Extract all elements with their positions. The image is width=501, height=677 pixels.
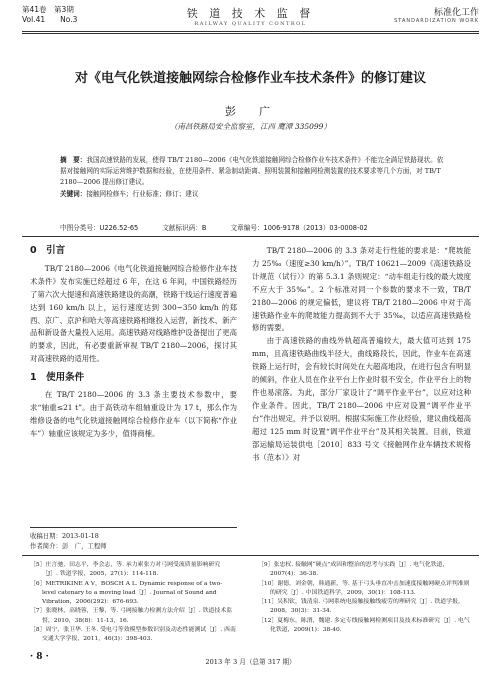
reference-item: ［10］谢德，刘金朝，韩通新，等. 基于弓头垂直冲击加速度接触网硬点评判准则的研究［J］. 中国铁道科学，2009，30(1)：108-113.: [258, 580, 470, 596]
keywords: [60, 189, 445, 200]
info-rule: [30, 527, 237, 528]
header-rule-thin: [22, 33, 479, 34]
abstract-label: 摘 要：: [60, 156, 87, 164]
page-number: · 8 ·: [30, 652, 49, 662]
journal-title-en: RAILWAY QUALITY CONTROL: [194, 21, 307, 27]
author-affiliation: （南昌铁路局安全监察室，江西 鹰潭 335099）: [170, 122, 331, 131]
references-left: [30, 561, 236, 645]
intro-paragraph: TB/T 2180—2006《电气化铁道接触网综合检修作业车技术条件》发布实施已经超过 6 年，在这 6 年间，中国铁路经历了第六次大提速和高速铁路建设的高潮，铁路干线运行速度普遍达到 160 km/h 以上，运行速度达到 300~350 km/h 的郑西、京广、京沪和哈大等高速铁路相继投入运营，新技术、新产品和新设备大量投入运用。高速铁路对线路维护设备提出了更高的要求，因此，有必要重新审视 TB/T 2180—2006，探讨其对高速铁路的适用性。: [30, 263, 237, 364]
references-rule: [22, 555, 479, 556]
author-bio: 作者简介：彭 广，工程师: [30, 542, 107, 550]
keywords-label: 关键词：: [60, 189, 87, 198]
references-right: [258, 561, 471, 635]
section-heading-0: 0 引言: [30, 245, 66, 256]
reference-item: ［8］周宁，张卫华. 王冬. 受电弓等效模型参数识别及动态性能测试［J］. 西南交通大学学报，2011，46(3)：398-403.: [30, 627, 236, 643]
received-date: 收稿日期：2013-01-18: [30, 532, 99, 540]
article-number: 文章编号：1006-9178（2013）03-0008-02: [230, 224, 368, 232]
journal-title: 铁 道 技 术 监 督: [186, 7, 315, 20]
volume-line: 第41卷 第3期: [22, 5, 74, 14]
abstract-text: 我国高速铁路的发展，使得 TB/T 2180—2006《电气化铁道接触网综合检修作业车技术条件》不能完全满足铁路现状。依据对接触网的实际运营维护数据和经验，在使用条件、紧急制动距离、照明装置和接触网检测装置的技术要求等几个方面，对 TB/T 2180—2006 提出修订建议。: [60, 156, 444, 187]
superelevation-paragraph: 由于高速铁路的曲线外轨超高普遍较大，最大值可达到 175 mm，且高速铁路曲线半径大，曲线路段长，因此，作业车在高速铁路上运行时，会有较长时间处在大超高地段，在进行包含有明显的倾斜，作业人员在作业平台上作业时很不安全，作业平台上的物件也易滚落。为此，部分厂家设计了“调平作业平台”，以应对这种作业条件。因此，TB/T 2180—2006 中应对设置“调平作业平台”作出规定，并予以说明。根据实际施工作业经验，建议曲线超高超过 125 mm 时设置“调平作业平台”及其相关装置。目前，铁道部运输局运装供电［2010］833 号文《接触网作业车辆技术规格书（范本）》对: [252, 336, 471, 462]
document-code: 文献标识码：B: [162, 224, 207, 232]
reference-item: ［6］METRIKINE A V，BOSCH A L. Dynamic response of a two-level catenary to a moving load［J］. Journal of Sound and Vibration，2006(292)：676-693.: [30, 580, 223, 606]
reference-item: ［9］张忠权. 接触网“硬点”成因和整治的思考与实践［J］. 电气化铁道，2007(4)：36-38.: [258, 562, 449, 578]
clc-number: 中图分类号：U226.52-65: [60, 224, 139, 232]
section-1-paragraph: 在 TB/T 2180—2006 的 3.3 条主要技术参数中，要求“轴重≤21 t”。由于高铁动车组轴重设计为 17 t，那么作为维修设备的电气化铁道接触网综合检修作业车（以下简称“作业车”）轴重应该规定为多少，值得商榷。: [30, 390, 237, 438]
keywords-text: 接触网检修车；行业标准；修订；建议: [86, 189, 199, 198]
reference-item: ［11］吴积钦，钱清泉. 弓网系统电接触接触线疲劳的理研究［J］. 铁道学报，2008，30(3)：31-34.: [258, 599, 464, 615]
left-column: [30, 245, 237, 441]
article-info: [30, 531, 107, 551]
reference-item: ［7］张晓林，高晓蓉，王黎，等. 弓网接触力检测方法介绍［J］. 铁道技术监督，2010，38(8)：11-13，16.: [30, 608, 233, 624]
header-rule: [22, 31, 479, 32]
author-name: 彭 广: [225, 105, 276, 118]
classification-line: [60, 222, 445, 232]
issue-date: 2013 年 3 月（总第 317 期）: [205, 658, 296, 666]
abstract-rule: [22, 236, 479, 237]
right-column: [252, 245, 471, 464]
abstract: [60, 155, 445, 189]
section-heading-1: 1 使用条件: [30, 372, 85, 384]
reference-item: ［5］庄言驰，田志平，李会志，等. 承力索张力对弓网受流质量影响研究［J］. 铁道学报，2005，27(1)：114-118.: [30, 562, 221, 578]
column-title: 标准化工作: [433, 8, 479, 18]
climbing-paragraph: TB/T 2180—2006 的 3.3 条对走行性能的要求是：“爬坡能力 25‰（速度≥30 km/h）”。TB/T 10621—2009《高速铁路设计规范（试行）》的第 5.3.1 条则规定：“动车组走行线的最大坡度不应大于 35‰”。2 个标准对同一个参数的要求不一致，TB/T 2180—2006 的规定偏低，建议将 TB/T 2180—2006 中对于高速铁路作业车的爬坡能力提高到不大于 35‰，以适应高速铁路检修的需要。: [252, 246, 471, 333]
article-title: 对《电气化铁道接触网综合检修作业车技术条件》的修订建议: [74, 71, 426, 86]
volume-line-en: Vol.41 No.3: [22, 15, 78, 24]
column-title-en: STANDARDIZATION WORK: [394, 18, 479, 24]
abstract-block: [60, 155, 445, 200]
reference-item: ［12］夏梅东，陈渭，魏建. 多定专线接触网检测项目及技术标准研究［J］. 电气化铁道，2009(1)：38-40.: [258, 617, 470, 634]
column-name: [394, 5, 479, 24]
